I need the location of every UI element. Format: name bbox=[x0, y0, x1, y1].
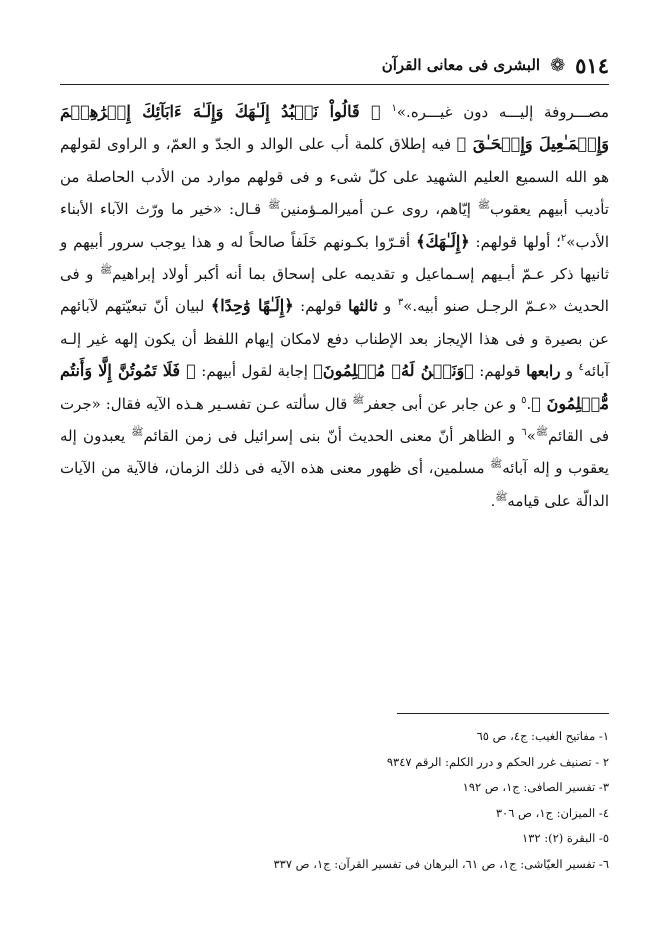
text-segment: إيّاهم، روى عـن أميرالمـؤمنين bbox=[280, 200, 471, 219]
text-segment: فيه إطلاق كلمة أب على الوالد و الجدّ و العمّ، و الراوى لقولهم هو الله السميع العليم الشهيد على كلّ شىء و فى قولهم موارد من الأدب الحاصلة من تأديب أبيهم يعقوب bbox=[60, 135, 609, 219]
main-text bbox=[60, 96, 609, 518]
footnote-ref: ١ bbox=[391, 103, 397, 114]
footnote-ref: ٦ bbox=[521, 427, 527, 439]
honorific-icon: ﷺ bbox=[535, 427, 548, 439]
end-mark: . bbox=[490, 493, 496, 510]
point-label: ثالثها bbox=[348, 297, 378, 316]
text-segment: و bbox=[384, 297, 392, 316]
quran-verse: ﴿إِلَـٰهَكَ﴾ bbox=[416, 231, 470, 251]
header-divider bbox=[60, 84, 609, 85]
text-segment: و عن جابر عن أبى جعفر bbox=[364, 394, 517, 413]
footnote-item: ٣- تفسير الصافى: ج١، ص ١٩٢ bbox=[462, 780, 609, 795]
footnote-ref: ٥ bbox=[521, 394, 527, 406]
page-number: ٥١٤ bbox=[575, 52, 609, 78]
text-segment: قـال: «خير ما ورّث الآباء الأبناء الأدب» bbox=[60, 200, 609, 251]
footnote-ref: ٤ bbox=[578, 362, 584, 374]
text-segment: » bbox=[526, 427, 536, 446]
text-segment: مصـــروفة إليـــه دون غيـــره.» bbox=[396, 103, 609, 121]
footnote-item: ٤- الميزان: ج١، ص ٣٠٦ bbox=[495, 805, 609, 820]
point-label: رابعها bbox=[526, 362, 561, 381]
text-segment: مسلمين، أى ظهور معنى هذه الآيه فى ذلك الزمان، فالآية من الآيات الدالّة على قيامه bbox=[60, 459, 609, 510]
quran-verse: ﴿وَنَحۡنُ لَهُۥ مُسۡلِمُونَ﴾ bbox=[313, 361, 474, 381]
honorific-icon: ﷺ bbox=[477, 200, 491, 212]
footnote-ref: ٣ bbox=[397, 297, 404, 309]
page-header bbox=[60, 50, 609, 80]
honorific-icon: ﷺ bbox=[99, 265, 113, 277]
footnote-item: ٥- البقرة (٢): ١٣٢ bbox=[522, 831, 609, 846]
footnote-item: ٢ - تصنيف غرر الحكم و درر الكلم: الرقم ٩٣٤٧ bbox=[386, 754, 609, 769]
footnote-item: ٦- تفسير العيّاشى: ج١، ص ٦١، البرهان فى تفسير القرآن: ج١، ص ٣٣٧ bbox=[273, 856, 609, 871]
text-segment: لبيان أنّ تبعيّتهم لآبائهم عن بصيرة و فى هذا الإيجاز بعد الإطناب دفع لامكان إيهام اللفظ أن يكون إلهه غير إلـه آبائه bbox=[60, 297, 610, 381]
footnotes-list bbox=[60, 724, 609, 878]
text-segment: و bbox=[565, 362, 574, 381]
text-segment: قال سألته عـن تفسـير هـذه الآيه فقال: «جرت فى القائم bbox=[60, 394, 609, 446]
quran-verse: ﴿ فَلَا تَمُوتُنَّ إِلَّا وَأَنتُم مُّسۡلِمُونَ ﴾ bbox=[60, 361, 609, 413]
text-segment: ؛ أولها قولهم: bbox=[475, 232, 561, 251]
text-segment: قولهم: bbox=[300, 297, 342, 316]
text-segment: أقـرّوا بكـونهم خَلَفاً صالحاً له و هذا يوجب سرور أبيهم و ثانيها ذكر عـمّ أبـيهم إسـماعيل و تقديمه على إسحاق بما أنه أكبر أولاد إبراهيم bbox=[60, 232, 609, 284]
honorific-icon: ﷺ bbox=[495, 491, 508, 503]
honorific-icon: ﷺ bbox=[490, 459, 503, 471]
flower-ornament-icon: ❁ bbox=[550, 54, 566, 76]
text-segment: . bbox=[526, 394, 532, 413]
footnote-item: ١- مفاتيح الغيب: ج٤، ص ٦٥ bbox=[476, 729, 609, 743]
running-title: البشرى فى معانى القرآن bbox=[381, 56, 541, 74]
honorific-icon: ﷺ bbox=[268, 200, 281, 212]
text-segment: إجابة لقول أبيهم: bbox=[201, 362, 308, 381]
quran-verse: ﴿إِلَـٰهًا وَٰحِدًا﴾ bbox=[210, 296, 294, 316]
text-segment: و الظاهر أنّ معنى الحديث أنّ بنى إسرائيل فى زمن القائم bbox=[143, 427, 516, 446]
text-segment: قولهم: bbox=[479, 362, 521, 381]
honorific-icon: ﷺ bbox=[131, 427, 144, 439]
text-segment: و فى الحديث «عـمّ الرجـل صنو أبيه.» bbox=[60, 265, 609, 316]
honorific-icon: ﷺ bbox=[352, 394, 365, 406]
quran-verse: ﴿ قَالُواْ نَعۡبُدُ إِلَـٰهَكَ وَإِلَـٰهَ ءَابَآئِكَ إِبۡرَٰهِـۧمَ وَإِسۡمَـٰعِيلَ وَإِسۡحَـٰقَ ﴾ bbox=[60, 102, 609, 154]
text-segment: يعبدون إله يعقوب و إله آبائه bbox=[60, 427, 609, 478]
footnote-divider bbox=[397, 713, 609, 714]
footnote-ref: ٢ bbox=[560, 232, 567, 244]
